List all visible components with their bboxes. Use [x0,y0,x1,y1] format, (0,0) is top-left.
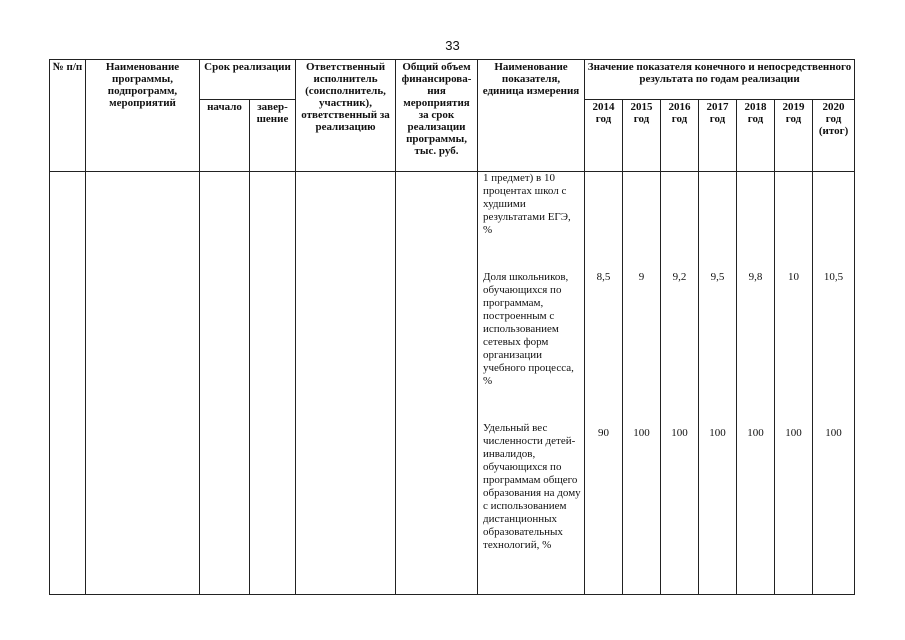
header-year-2016: 2016 год [661,100,699,172]
value: 100 [633,427,650,439]
spacer [777,173,810,271]
cell-indicators [478,172,585,595]
header-num: № п/п [50,60,86,172]
header-responsible: Ответственный исполнитель (соисполнитель, участник), ответственный за реализацию [296,60,396,172]
indicators-table [49,59,855,595]
cell-values-2015 [623,172,661,595]
value: 9,5 [710,271,725,283]
spacer [587,284,620,427]
spacer [587,173,620,271]
header-period: Срок реализации [200,60,296,100]
cell-values-2016 [661,172,699,595]
header-year-2015: 2015 год [623,100,661,172]
header-indicator: Наименование показателя, единица измерения [478,60,585,172]
value: 8,5 [596,271,611,283]
spacer [701,173,734,271]
cell-values-2020 [813,172,855,595]
spacer [739,173,772,271]
value: 90 [598,427,610,439]
cell-funding [396,172,478,595]
spacer [625,173,658,271]
cell-values-2014 [585,172,623,595]
page-number: 33 [445,38,460,53]
value: 10 [788,271,800,283]
spacer [701,284,734,427]
cell-values-2017 [699,172,737,595]
value: 10,5 [823,271,844,283]
header-period-end: завер-шение [250,100,296,172]
indicator-text: Доля школьников, обучающихся по программам, построенным с использованием сетевых форм организации учебного процесса, % [483,271,574,387]
cell-values-2018 [737,172,775,595]
value: 9 [638,271,645,283]
value: 100 [709,427,726,439]
indicator-text: Удельный вес численности детей-инвалидов, обучающихся по программам общего образования на дому с использованием дистанционных образовательных технологий, % [483,422,581,551]
header-program-name: Наименование программы, подпрограмм, мероприятий [86,60,200,172]
cell-period-start [200,172,250,595]
cell-values-2019 [775,172,813,595]
spacer [777,284,810,427]
spacer [663,173,696,271]
header-year-2019: 2019 год [775,100,813,172]
spacer [663,284,696,427]
indicator-text: 1 предмет) в 10 процентах школ с худшими результатами ЕГЭ, % [483,172,571,236]
spacer [815,173,852,271]
cell-responsible [296,172,396,595]
header-funding: Общий объем финансирова-ния мероприятия за срок реализации программы, тыс. руб. [396,60,478,172]
value: 100 [785,427,802,439]
value: 100 [747,427,764,439]
value: 9,2 [672,271,687,283]
spacer [739,284,772,427]
header-year-2014: 2014 год [585,100,623,172]
spacer [625,284,658,427]
value: 100 [825,427,842,439]
value: 9,8 [748,271,763,283]
spacer [815,284,852,427]
table-row [50,172,855,595]
header-period-start: начало [200,100,250,172]
cell-program-name [86,172,200,595]
header-values-group: Значение показателя конечного и непосредственного результата по годам реализации [585,60,855,100]
value: 100 [671,427,688,439]
header-year-2020: 2020 год (итог) [813,100,855,172]
header-year-2017: 2017 год [699,100,737,172]
header-year-2018: 2018 год [737,100,775,172]
cell-period-end [250,172,296,595]
cell-num [50,172,86,595]
